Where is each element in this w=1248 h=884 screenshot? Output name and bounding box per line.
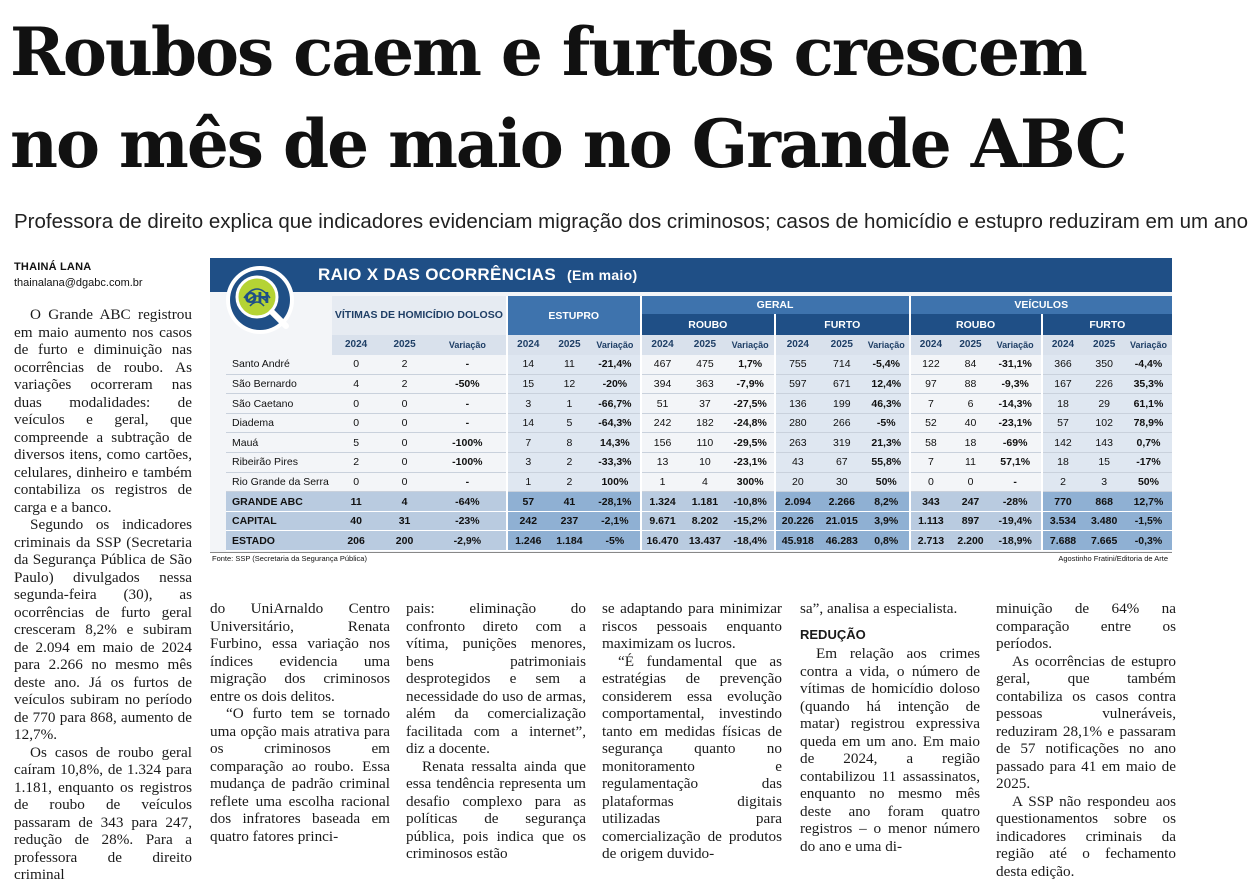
value-cell: 29: [1083, 394, 1125, 414]
value-cell: 597: [775, 374, 820, 394]
variation-cell: 14,3%: [590, 433, 640, 453]
header-veiculos-furto: FURTO: [1042, 314, 1172, 335]
value-cell: 1.324: [641, 492, 684, 512]
year-header: 2025: [951, 335, 989, 355]
summary-row: [226, 492, 1172, 512]
value-cell: 8: [549, 433, 591, 453]
header-estupro: ESTUPRO: [507, 296, 641, 335]
author-name: THAINÁ LANA: [14, 261, 92, 273]
header-veiculos-roubo: ROUBO: [910, 314, 1042, 335]
header-geral-roubo: ROUBO: [641, 314, 776, 335]
region-name: CAPITAL: [226, 511, 332, 531]
value-cell: 18: [1042, 394, 1084, 414]
variation-header: Variação: [726, 335, 775, 355]
table-row: [226, 374, 1172, 394]
variation-cell: -100%: [429, 453, 507, 473]
variation-cell: -4,4%: [1125, 355, 1172, 375]
infographic-footer: [210, 552, 1172, 564]
value-cell: 40: [951, 413, 989, 433]
value-cell: 2: [549, 453, 591, 473]
variation-cell: 50%: [864, 472, 910, 492]
value-cell: 0: [332, 413, 380, 433]
article-column-4: [602, 600, 782, 862]
value-cell: 280: [775, 413, 820, 433]
variation-cell: 12,4%: [864, 374, 910, 394]
table-row: [226, 394, 1172, 414]
variation-cell: 3,9%: [864, 511, 910, 531]
paragraph: pais: eliminação do confronto direto com a vítima, punições menores, bens patrimoniais desprotegidos e sem a necessidade do uso de armas, além da comercialização facilitada com a internet”, diz a docente.: [406, 600, 586, 757]
variation-cell: -15,2%: [726, 511, 775, 531]
headline-line-1: Roubos caem e furtos crescem: [10, 13, 1086, 91]
variation-header: Variação: [1125, 335, 1172, 355]
variation-cell: -24,8%: [726, 413, 775, 433]
header-geral: GERAL: [641, 296, 910, 314]
value-cell: 67: [820, 453, 864, 473]
art-credit: Agostinho Fratini/Editoria de Arte: [1058, 554, 1168, 563]
region-name: Diadema: [226, 413, 332, 433]
table-row: [226, 453, 1172, 473]
year-header: 2025: [684, 335, 727, 355]
value-cell: 343: [910, 492, 952, 512]
value-cell: 770: [1042, 492, 1084, 512]
variation-cell: -66,7%: [590, 394, 640, 414]
value-cell: 2: [380, 374, 428, 394]
value-cell: 200: [380, 531, 428, 551]
table-row: [226, 413, 1172, 433]
value-cell: 143: [1083, 433, 1125, 453]
value-cell: 394: [641, 374, 684, 394]
value-cell: 2: [332, 453, 380, 473]
value-cell: 0: [332, 355, 380, 375]
value-cell: 57: [507, 492, 549, 512]
value-cell: 2.094: [775, 492, 820, 512]
value-cell: 5: [549, 413, 591, 433]
value-cell: 4: [332, 374, 380, 394]
value-cell: 714: [820, 355, 864, 375]
table-row: [226, 472, 1172, 492]
paragraph: O Grande ABC registrou em maio aumento nos casos de furto e diminuição nas ocorrências de roubo. As variações ocorreram nas duas modalidades: de veículos e geral, que compreende a subtração de diversos itens, como cartões, celulares, dinheiro e também contabiliza os registros de carga e a banco.: [14, 306, 192, 516]
variation-cell: -14,3%: [990, 394, 1042, 414]
variation-cell: -31,1%: [990, 355, 1042, 375]
value-cell: 102: [1083, 413, 1125, 433]
paragraph: Em relação aos crimes contra a vida, o número de vítimas de homicídio doloso (quando há intenção de matar) registrou expressiva queda em um ano. Em maio de 2024, a região contabilizou 11 assassinatos, enquanto no mesmo mês deste ano foram quatro registros – o menor número do ano e uma di-: [800, 645, 980, 855]
variation-cell: -64%: [429, 492, 507, 512]
value-cell: 46.283: [820, 531, 864, 551]
value-cell: 11: [549, 355, 591, 375]
variation-cell: -20%: [590, 374, 640, 394]
value-cell: 226: [1083, 374, 1125, 394]
region-name: Rio Grande da Serra: [226, 472, 332, 492]
variation-cell: 78,9%: [1125, 413, 1172, 433]
value-cell: 897: [951, 511, 989, 531]
variation-cell: -27,5%: [726, 394, 775, 414]
value-cell: 142: [1042, 433, 1084, 453]
value-cell: 350: [1083, 355, 1125, 375]
variation-cell: -23,1%: [726, 453, 775, 473]
paragraph: sa”, analisa a especialista.: [800, 600, 958, 617]
variation-header: Variação: [429, 335, 507, 355]
value-cell: 266: [820, 413, 864, 433]
headline-line-2: no mês de maio no Grande ABC: [10, 105, 1126, 183]
variation-cell: 100%: [590, 472, 640, 492]
crime-table: [226, 296, 1172, 551]
region-name: São Bernardo: [226, 374, 332, 394]
value-cell: 14: [507, 413, 549, 433]
variation-header: Variação: [864, 335, 910, 355]
value-cell: 13.437: [684, 531, 727, 551]
value-cell: 110: [684, 433, 727, 453]
value-cell: 4: [380, 492, 428, 512]
value-cell: 8.202: [684, 511, 727, 531]
value-cell: 6: [951, 394, 989, 414]
value-cell: 366: [1042, 355, 1084, 375]
year-header: 2025: [380, 335, 428, 355]
variation-cell: 0,7%: [1125, 433, 1172, 453]
paragraph: As ocorrências de estupro geral, que também contabiliza os casos contra pessoas vulneráveis, reduziram 28,1% e passaram de 57 notificações no ano passado para 41 em maio de 2025.: [996, 652, 1176, 792]
value-cell: 0: [380, 472, 428, 492]
article-column-5: [800, 600, 980, 855]
value-cell: 7: [910, 453, 952, 473]
value-cell: 0: [332, 394, 380, 414]
variation-cell: -18,4%: [726, 531, 775, 551]
region-name: Mauá: [226, 433, 332, 453]
value-cell: 31: [380, 511, 428, 531]
variation-cell: -: [429, 472, 507, 492]
variation-cell: -17%: [1125, 453, 1172, 473]
value-cell: 182: [684, 413, 727, 433]
variation-cell: -9,3%: [990, 374, 1042, 394]
variation-cell: -50%: [429, 374, 507, 394]
value-cell: 1.113: [910, 511, 952, 531]
value-cell: 11: [951, 453, 989, 473]
variation-cell: -19,4%: [990, 511, 1042, 531]
variation-cell: -28%: [990, 492, 1042, 512]
variation-cell: 8,2%: [864, 492, 910, 512]
value-cell: 868: [1083, 492, 1125, 512]
value-cell: 167: [1042, 374, 1084, 394]
variation-cell: -21,4%: [590, 355, 640, 375]
article-column-2: [210, 600, 390, 850]
header-veiculos: VEÍCULOS: [910, 296, 1172, 314]
variation-cell: 35,3%: [1125, 374, 1172, 394]
value-cell: 3: [507, 453, 549, 473]
variation-cell: -5%: [590, 531, 640, 551]
region-name: São Caetano: [226, 394, 332, 414]
value-cell: 122: [910, 355, 952, 375]
value-cell: 15: [507, 374, 549, 394]
region-name: ESTADO: [226, 531, 332, 551]
header-geral-furto: FURTO: [775, 314, 910, 335]
value-cell: 0: [951, 472, 989, 492]
variation-cell: 57,1%: [990, 453, 1042, 473]
value-cell: 84: [951, 355, 989, 375]
year-header: 2025: [1083, 335, 1125, 355]
value-cell: 57: [1042, 413, 1084, 433]
value-cell: 37: [684, 394, 727, 414]
value-cell: 1.246: [507, 531, 549, 551]
infographic-body: [210, 292, 1172, 552]
value-cell: 0: [380, 394, 428, 414]
value-cell: 30: [820, 472, 864, 492]
paragraph: “É fundamental que as estratégias de prevenção considerem essa evolução comportamental, investindo tanto em medidas físicas de segurança quanto no monitoramento e regulamentação das plataformas digitais utilizadas para comercialização de produtos de origem duvido-: [602, 652, 782, 862]
variation-cell: -5,4%: [864, 355, 910, 375]
variation-cell: -29,5%: [726, 433, 775, 453]
value-cell: 1: [641, 472, 684, 492]
variation-cell: -2,9%: [429, 531, 507, 551]
value-cell: 97: [910, 374, 952, 394]
infographic-title-bar: [210, 258, 1172, 292]
value-cell: 3.480: [1083, 511, 1125, 531]
value-cell: 5: [332, 433, 380, 453]
variation-cell: -18,9%: [990, 531, 1042, 551]
value-cell: 671: [820, 374, 864, 394]
value-cell: 7: [910, 394, 952, 414]
variation-cell: -0,3%: [1125, 531, 1172, 551]
byline: [14, 261, 143, 289]
value-cell: 206: [332, 531, 380, 551]
value-cell: 16.470: [641, 531, 684, 551]
variation-cell: -28,1%: [590, 492, 640, 512]
value-cell: 58: [910, 433, 952, 453]
value-cell: 2: [1042, 472, 1084, 492]
value-cell: 20: [775, 472, 820, 492]
value-cell: 21.015: [820, 511, 864, 531]
year-header: 2024: [775, 335, 820, 355]
variation-header: Variação: [990, 335, 1042, 355]
value-cell: 319: [820, 433, 864, 453]
value-cell: 475: [684, 355, 727, 375]
value-cell: 237: [549, 511, 591, 531]
value-cell: 0: [380, 453, 428, 473]
value-cell: 363: [684, 374, 727, 394]
value-cell: 2.713: [910, 531, 952, 551]
variation-cell: -: [429, 394, 507, 414]
variation-cell: -69%: [990, 433, 1042, 453]
value-cell: 263: [775, 433, 820, 453]
value-cell: 2: [549, 472, 591, 492]
variation-cell: 12,7%: [1125, 492, 1172, 512]
value-cell: 88: [951, 374, 989, 394]
variation-header: Variação: [590, 335, 640, 355]
value-cell: 15: [1083, 453, 1125, 473]
value-cell: 4: [684, 472, 727, 492]
variation-cell: -7,9%: [726, 374, 775, 394]
infographic-title: RAIO X DAS OCORRÊNCIAS: [318, 265, 557, 284]
variation-cell: 50%: [1125, 472, 1172, 492]
value-cell: 7.665: [1083, 531, 1125, 551]
variation-cell: -: [429, 413, 507, 433]
paragraph: Segundo os indicadores criminais da SSP (Secretaria da Segurança Pública de São Paulo) divulgados nessa segunda-feira (30), as ocorrências de furto geral cresceram 8,2% e subiram de 2.094 em maio de 2024 para 2.266 no mesmo mês deste ano. Já os furtos de veículos subiram no período de 770 para 868, aumento de 12,7%.: [14, 516, 192, 743]
year-header-row: [226, 335, 1172, 355]
value-cell: 1: [507, 472, 549, 492]
value-cell: 242: [507, 511, 549, 531]
value-cell: 242: [641, 413, 684, 433]
article-column-1: [14, 306, 192, 883]
value-cell: 52: [910, 413, 952, 433]
value-cell: 7.688: [1042, 531, 1084, 551]
source-note: Fonte: SSP (Secretaria da Segurança Pública): [212, 554, 367, 563]
value-cell: 51: [641, 394, 684, 414]
variation-cell: -100%: [429, 433, 507, 453]
value-cell: 10: [684, 453, 727, 473]
year-header: 2024: [641, 335, 684, 355]
paragraph: “O furto tem se tornado uma opção mais atrativa para os criminosos em comparação ao roubo. Essa mudança de padrão criminal reflete uma escolha racional dos infratores baseada em quatro fatores princi-: [210, 705, 390, 845]
value-cell: 2.266: [820, 492, 864, 512]
variation-cell: 61,1%: [1125, 394, 1172, 414]
year-header: 2024: [1042, 335, 1084, 355]
paragraph: se adaptando para minimizar riscos pessoais enquanto maximizam os lucros.: [602, 600, 782, 652]
year-header: 2025: [549, 335, 591, 355]
region-name: Santo André: [226, 355, 332, 375]
section-heading: REDUÇÃO: [800, 626, 866, 642]
logo-letters: OH: [244, 289, 270, 307]
infographic-subtitle: (Em maio): [567, 267, 638, 283]
headline: [10, 6, 1180, 190]
year-header: 2024: [507, 335, 549, 355]
article-column-3: [406, 600, 586, 862]
value-cell: 11: [332, 492, 380, 512]
fingerprint-magnifier-icon: [224, 264, 298, 338]
variation-cell: -: [429, 355, 507, 375]
paragraph: Os casos de roubo geral caíram 10,8%, de 1.324 para 1.181, enquanto os registros de roubo de veículos passaram de 343 para 247, redução de 28%. Para a professora de direito criminal: [14, 743, 192, 883]
variation-cell: -23,1%: [990, 413, 1042, 433]
variation-cell: -23%: [429, 511, 507, 531]
value-cell: 2.200: [951, 531, 989, 551]
variation-cell: 46,3%: [864, 394, 910, 414]
value-cell: 156: [641, 433, 684, 453]
value-cell: 20.226: [775, 511, 820, 531]
variation-cell: 300%: [726, 472, 775, 492]
author-email[interactable]: thainalana@dgabc.com.br: [14, 277, 143, 289]
value-cell: 1.184: [549, 531, 591, 551]
year-header: 2025: [820, 335, 864, 355]
value-cell: 18: [951, 433, 989, 453]
paragraph: do UniArnaldo Centro Universitário, Renata Furbino, essa variação nos índices evidencia uma migração dos criminosos entre os dois delitos.: [210, 600, 390, 705]
variation-cell: 55,8%: [864, 453, 910, 473]
value-cell: 43: [775, 453, 820, 473]
region-name: Ribeirão Pires: [226, 453, 332, 473]
paragraph: A SSP não respondeu aos questionamentos sobre os indicadores criminais da região até o fechamento desta edição.: [996, 792, 1176, 880]
header-homicidio: VÍTIMAS DE HOMICÍDIO DOLOSO: [332, 296, 507, 335]
variation-cell: 1,7%: [726, 355, 775, 375]
value-cell: 0: [332, 472, 380, 492]
value-cell: 18: [1042, 453, 1084, 473]
table-row: [226, 355, 1172, 375]
value-cell: 7: [507, 433, 549, 453]
paragraph: minuição de 64% na comparação entre os períodos.: [996, 600, 1176, 652]
table-row: [226, 433, 1172, 453]
value-cell: 3: [1083, 472, 1125, 492]
variation-cell: -1,5%: [1125, 511, 1172, 531]
variation-cell: -2,1%: [590, 511, 640, 531]
crime-infographic: [210, 258, 1172, 564]
crime-table-body: [226, 355, 1172, 551]
value-cell: 3: [507, 394, 549, 414]
year-header: 2024: [910, 335, 952, 355]
summary-row: [226, 511, 1172, 531]
value-cell: 199: [820, 394, 864, 414]
value-cell: 1.181: [684, 492, 727, 512]
value-cell: 0: [910, 472, 952, 492]
variation-cell: 21,3%: [864, 433, 910, 453]
value-cell: 136: [775, 394, 820, 414]
value-cell: 247: [951, 492, 989, 512]
value-cell: 1: [549, 394, 591, 414]
value-cell: 40: [332, 511, 380, 531]
year-header: 2024: [332, 335, 380, 355]
value-cell: 41: [549, 492, 591, 512]
value-cell: 12: [549, 374, 591, 394]
value-cell: 755: [775, 355, 820, 375]
value-cell: 14: [507, 355, 549, 375]
value-cell: 467: [641, 355, 684, 375]
region-name: GRANDE ABC: [226, 492, 332, 512]
value-cell: 2: [380, 355, 428, 375]
paragraph: Renata ressalta ainda que essa tendência representa um desafio complexo para as políticas de segurança pública, pois indica que os criminosos estão: [406, 757, 586, 862]
value-cell: 3.534: [1042, 511, 1084, 531]
variation-cell: -64,3%: [590, 413, 640, 433]
value-cell: 9.671: [641, 511, 684, 531]
variation-cell: -33,3%: [590, 453, 640, 473]
value-cell: 0: [380, 433, 428, 453]
summary-row: [226, 531, 1172, 551]
value-cell: 0: [380, 413, 428, 433]
variation-cell: -: [990, 472, 1042, 492]
article-column-6: [996, 600, 1176, 880]
value-cell: 13: [641, 453, 684, 473]
subheadline: Professora de direito explica que indicadores evidenciam migração dos criminosos; casos de homicídio e estupro reduziram em um ano: [14, 210, 1248, 233]
variation-cell: -5%: [864, 413, 910, 433]
value-cell: 45.918: [775, 531, 820, 551]
variation-cell: 0,8%: [864, 531, 910, 551]
variation-cell: -10,8%: [726, 492, 775, 512]
